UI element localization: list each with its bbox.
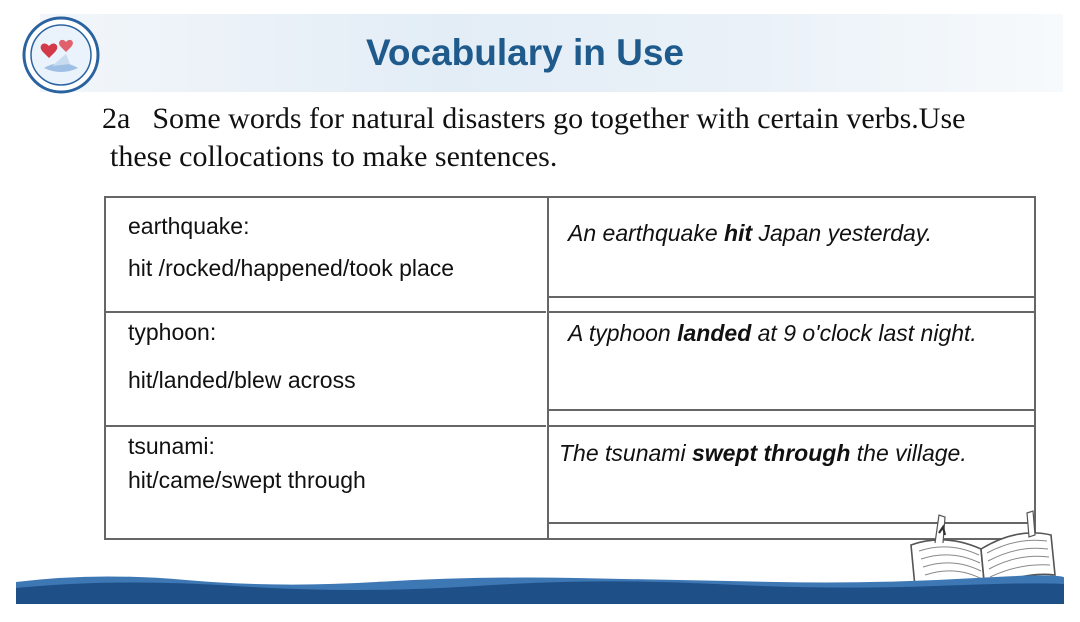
exercise-number: 2a xyxy=(102,102,131,135)
collocation-table xyxy=(104,196,1036,540)
answer-line xyxy=(547,425,1036,427)
disaster-word: tsunami: xyxy=(128,433,215,459)
word-cell xyxy=(128,432,366,494)
verb-list: hit /rocked/happened/took place xyxy=(128,255,455,281)
instruction-line-2: these collocations to make sentences. xyxy=(110,140,558,173)
word-cell xyxy=(128,318,356,394)
disaster-word: typhoon: xyxy=(128,319,217,345)
page-title: Vocabulary in Use xyxy=(365,32,685,73)
instruction-line-1: Some words for natural disasters go together with certain verbs.Use xyxy=(152,102,966,135)
answer-line xyxy=(547,296,1036,298)
disaster-word: earthquake: xyxy=(128,213,250,239)
sentence-text: the village. xyxy=(850,440,967,466)
sentence-text: Japan yesterday. xyxy=(752,220,932,246)
sentence-text: at 9 o'clock last night. xyxy=(751,320,977,346)
collocation-verb: swept through xyxy=(691,440,851,466)
verb-list: hit/landed/blew across xyxy=(128,367,356,393)
instruction xyxy=(102,100,1062,176)
sentence-text: An earthquake xyxy=(568,220,725,246)
footer-wave xyxy=(16,568,1064,604)
example-sentence xyxy=(568,220,932,247)
sentence-text: A typhoon xyxy=(568,320,678,346)
answer-line xyxy=(547,409,1036,411)
collocation-verb: hit xyxy=(724,220,753,246)
sentence-text: The tsunami xyxy=(559,440,692,466)
row-divider xyxy=(106,311,546,313)
example-sentence xyxy=(568,320,977,347)
verb-list: hit/came/swept through xyxy=(128,467,366,493)
row-divider xyxy=(106,425,546,427)
example-sentence xyxy=(559,440,967,467)
answer-line xyxy=(547,311,1036,313)
column-divider xyxy=(547,198,549,538)
word-cell xyxy=(128,212,454,282)
collocation-verb: landed xyxy=(677,320,752,346)
